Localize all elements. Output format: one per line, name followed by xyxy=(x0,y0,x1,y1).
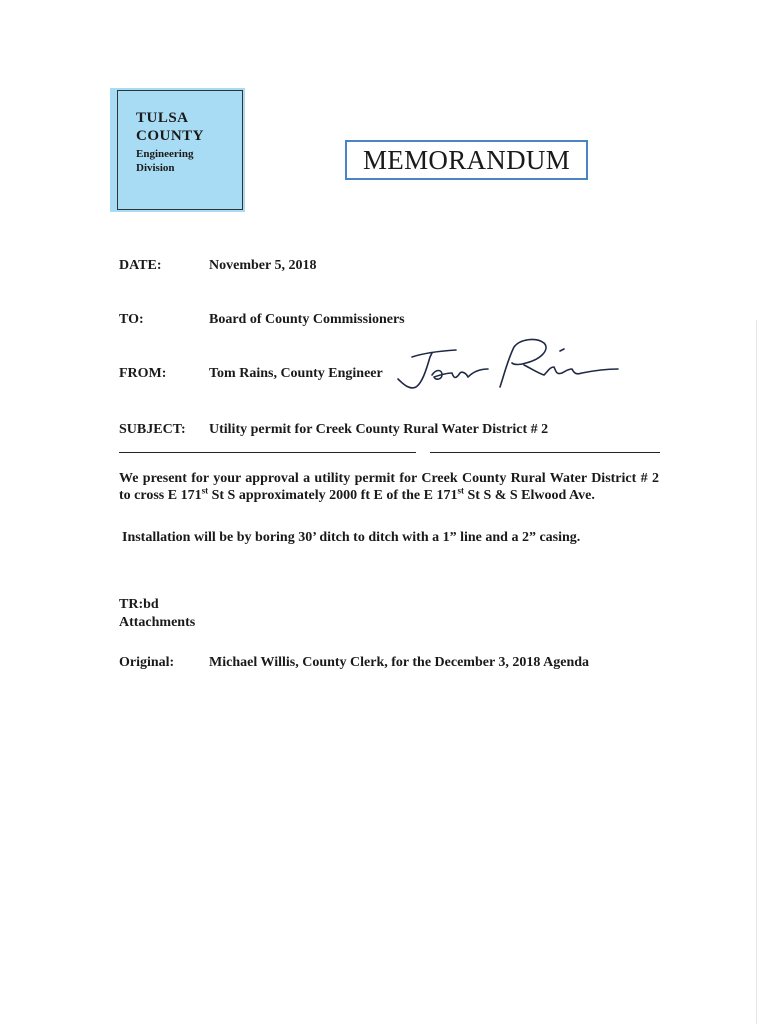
logo-text-engineering: Engineering xyxy=(136,148,194,160)
body-text-part3: St S & S Elwood Ave. xyxy=(464,488,595,503)
memorandum-title: MEMORANDUM xyxy=(345,140,588,180)
body-paragraph xyxy=(119,470,659,504)
subject-value: Utility permit for Creek County Rural Water District # 2 xyxy=(209,422,549,437)
logo-text-county: COUNTY xyxy=(136,128,205,144)
logo-text-division: Division xyxy=(136,162,175,174)
header-divider-right xyxy=(430,452,660,453)
header-divider-left xyxy=(119,452,416,453)
to-label: TO: xyxy=(119,312,144,327)
subject-label: SUBJECT: xyxy=(119,422,186,437)
from-value: Tom Rains, County Engineer xyxy=(209,366,383,381)
handwritten-signature xyxy=(396,335,621,397)
logo-text-tulsa: TULSA xyxy=(136,110,189,126)
tulsa-county-logo xyxy=(110,88,245,212)
original-value: Michael Willis, County Clerk, for the December 3, 2018 Agenda xyxy=(209,655,590,670)
body-superscript-1: st xyxy=(201,485,209,496)
date-value: November 5, 2018 xyxy=(209,258,317,273)
date-label: DATE: xyxy=(119,258,162,273)
author-initials: TR:bd xyxy=(119,597,159,612)
scan-edge-line xyxy=(756,320,757,1024)
from-label: FROM: xyxy=(119,366,167,381)
body-installation-line: Installation will be by boring 30’ ditch to ditch with a 1” line and a 2” casing. xyxy=(122,530,581,545)
attachments-note: Attachments xyxy=(119,615,196,630)
body-superscript-2: st xyxy=(457,485,464,496)
to-value: Board of County Commissioners xyxy=(209,312,405,327)
original-label: Original: xyxy=(119,655,175,670)
body-text-part2: St S approximately 2000 ft E of the E 171 xyxy=(208,488,458,503)
body-text-part1: We present for your approval a utility permit for Creek County Rural Water District # 2 to cross E 171 xyxy=(119,471,659,503)
